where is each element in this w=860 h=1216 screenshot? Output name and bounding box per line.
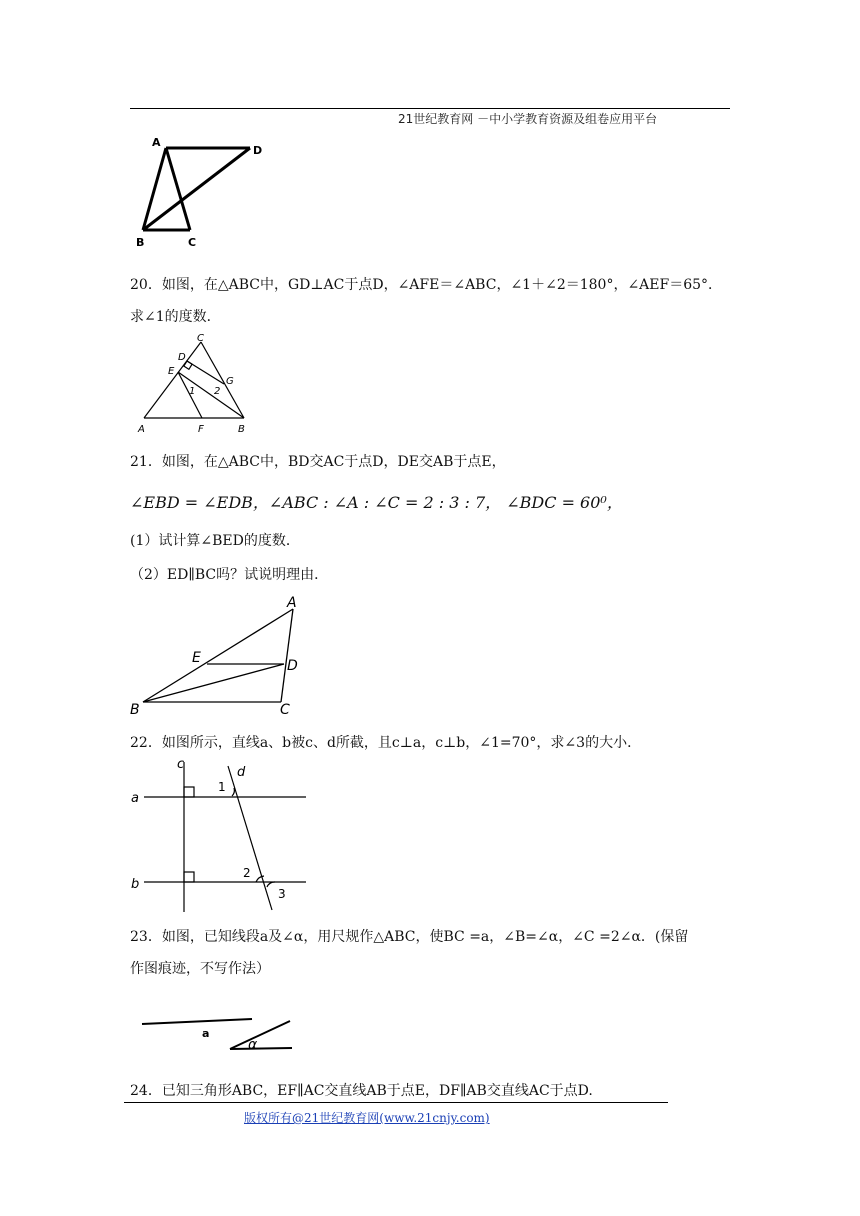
fig23-label-alpha: α (248, 1037, 258, 1053)
fig20-label-2: 2 (214, 386, 221, 397)
fig19-label-b: B (136, 236, 145, 249)
figure-q23-segment-angle (128, 990, 304, 1066)
fig19-label-d: D (253, 144, 263, 157)
fig21-label-a: A (287, 595, 297, 611)
fig20-label-g: G (226, 376, 234, 387)
q20-line2: 求∠1的度数． (130, 309, 221, 325)
fig22-label-2: 2 (243, 866, 251, 880)
fig20-label-c: C (197, 333, 204, 344)
q21-line1: 21．如图，在△ABC中，BD交AC于点D，DE交AB于点E， (130, 454, 506, 470)
fig20-label-f: F (198, 424, 204, 435)
fig22-label-a: a (131, 791, 139, 806)
fig19-label-a: A (152, 136, 161, 149)
figure-q22-parallel-lines (128, 752, 312, 916)
fig21-label-e: E (192, 650, 201, 666)
q22-line1: 22．如图所示，直线a、b被c、d所截，且c⊥a，c⊥b，∠1=70°，求∠3的大小． (130, 735, 642, 751)
fig22-label-b: b (131, 877, 140, 892)
fig19-label-c: C (188, 236, 197, 249)
fig21-label-b: B (130, 702, 140, 718)
fig21-label-c: C (280, 702, 290, 718)
fig20-label-b: B (238, 424, 245, 435)
q20-line1: 20．如图，在△ABC中，GD⊥AC于点D，∠AFE＝∠ABC，∠1＋∠2＝180°，∠AEF＝65°． (130, 277, 723, 293)
fig20-label-a: A (138, 424, 145, 435)
figure-q20-triangle (134, 332, 258, 436)
q23-line1: 23．如图，已知线段a及∠α，用尺规作△ABC，使BC =a，∠B=∠α，∠C =2∠α．(保留 (130, 929, 689, 945)
fig20-label-d: D (178, 352, 186, 363)
footer-copyright-link[interactable]: 版权所有@21世纪教育网(www.21cnjy.com) (244, 1111, 490, 1125)
fig23-label-a: a (202, 1027, 210, 1040)
fig22-label-1: 1 (218, 780, 226, 794)
fig20-label-e: E (168, 366, 175, 377)
q21-math-line: ∠EBD = ∠EDB，∠ABC : ∠A : ∠C = 2 : 3 : 7， ∠BDC = 60⁰， (130, 493, 623, 512)
fig22-label-3: 3 (278, 887, 286, 901)
fig21-label-d: D (287, 658, 298, 674)
figure-q19-triangle (128, 130, 278, 255)
footer-rule (124, 1102, 668, 1103)
header-site-text: 21世纪教育网 －中小学教育资源及组卷应用平台 (398, 112, 658, 126)
header-rule (130, 108, 730, 109)
fig20-label-1: 1 (189, 386, 196, 397)
q21-part2: （2）ED∥BC吗？试说明理由． (130, 567, 329, 583)
q23-line2: 作图痕迹，不写作法） (130, 961, 270, 977)
q24-line1: 24．已知三角形ABC，EF∥AC交直线AB于点E，DF∥AB交直线AC于点D. (130, 1083, 593, 1099)
q21-part1: (1）试计算∠BED的度数． (130, 533, 300, 549)
fig22-label-c: c (177, 757, 185, 772)
figure-q21-triangle (128, 594, 308, 720)
fig22-label-d: d (237, 765, 246, 780)
